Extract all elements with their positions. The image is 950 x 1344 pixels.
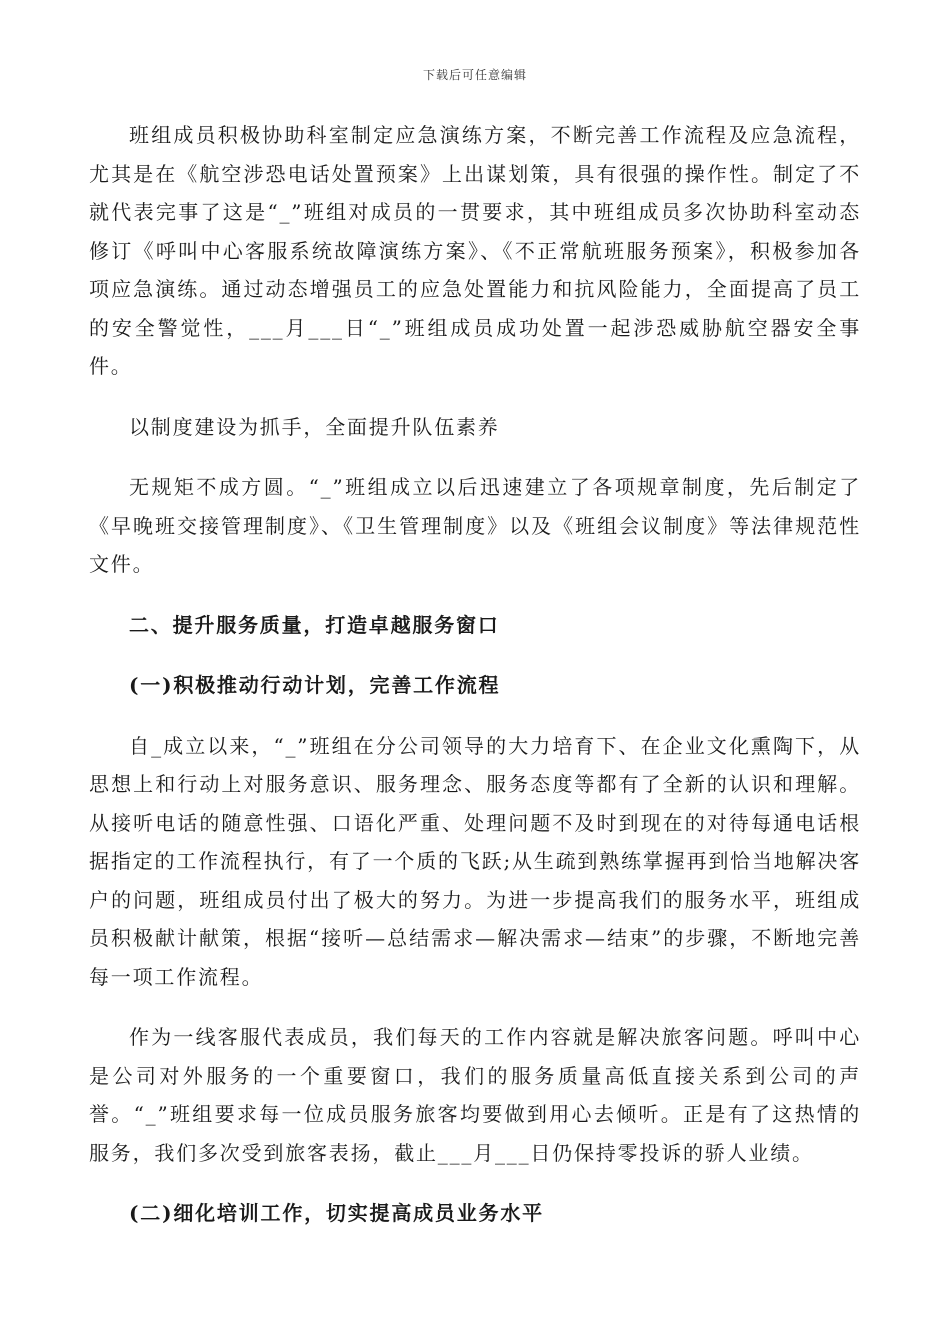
page-header-note: 下载后可任意编辑 <box>422 68 527 82</box>
paragraph-workflow: 自_成立以来，“_”班组在分公司领导的大力培育下、在企业文化熏陶下，从思想上和行动上对服务意识、服务理念、服务态度等都有了全新的认识和理解。从接听电话的随意性强、口语化严重、处理问题不及时到现在的对待每通电话根据指定的工作流程执行，有了一个质的飞跃;从生疏到熟练掌握再到恰当地解决客户的问题，班组成员付出了极大的努力。为进一步提高我们的服务水平，班组成员积极献计献策，根据“接听—总结需求—解决需求—结束”的步骤，不断地完善每一项工作流程。 <box>89 733 861 989</box>
paragraph-rules: 无规矩不成方圆。“_”班组成立以后迅速建立了各项规章制度，先后制定了《早晚班交接管理制度》、《卫生管理制度》以及《班组会议制度》等法律规范性文件。 <box>89 475 861 576</box>
paragraph-system-building: 以制度建设为抓手，全面提升队伍素养 <box>129 414 500 439</box>
document-body <box>89 116 861 1255</box>
paragraph-customer-service: 作为一线客服代表成员，我们每天的工作内容就是解决旅客问题。呼叫中心是公司对外服务的一个重要窗口，我们的服务质量高低直接关系到公司的声誉。“_”班组要求每一位成员服务旅客均要做到用心去倾听。正是有了这热情的服务，我们多次受到旅客表扬，截止___月___日仍保持零投诉的骄人业绩。 <box>89 1025 861 1165</box>
section-heading-service-quality: 二、提升服务质量，打造卓越服务窗口 <box>129 612 500 637</box>
subsection-heading-training: (二)细化培训工作，切实提高成员业务水平 <box>129 1201 544 1225</box>
paragraph-emergency-drills: 班组成员积极协助科室制定应急演练方案，不断完善工作流程及应急流程，尤其是在《航空涉恐电话处置预案》上出谋划策，具有很强的操作性。制定了不就代表完事了这是“_”班组对成员的一贯要求，其中班组成员多次协助科室动态修订《呼叫中心客服系统故障演练方案》、《不正常航班服务预案》，积极参加各项应急演练。通过动态增强员工的应急处置能力和抗风险能力，全面提高了员工的安全警觉性，___月___日“_”班组成员成功处置一起涉恐威胁航空器安全事件。 <box>89 123 861 378</box>
subsection-heading-action-plan: (一)积极推动行动计划，完善工作流程 <box>129 673 501 697</box>
